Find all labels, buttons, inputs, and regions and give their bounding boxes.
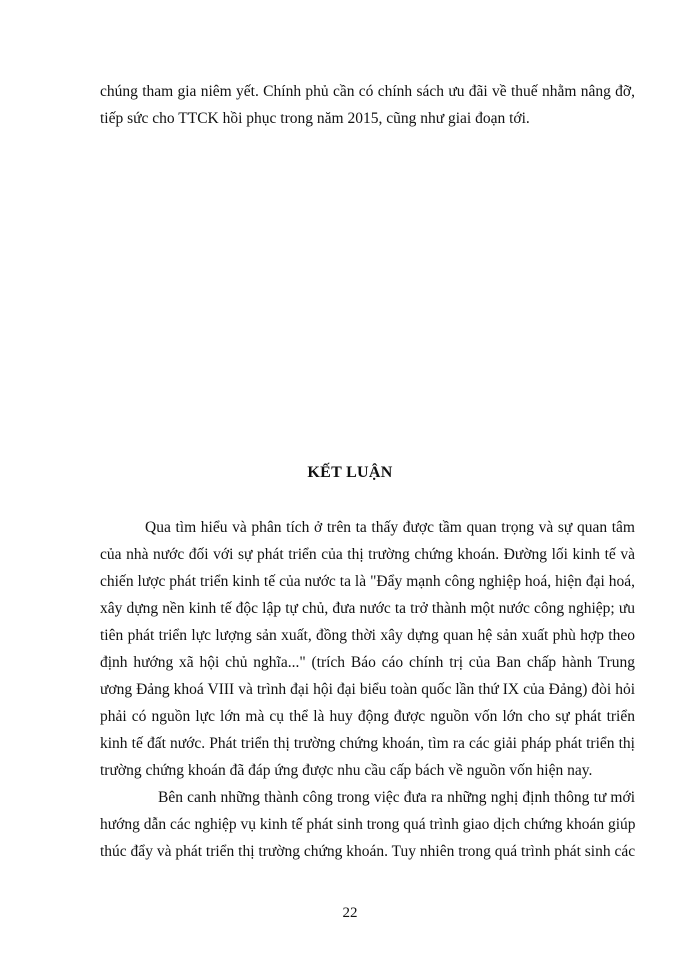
text-line: Qua tìm hiểu và phân tích ở trên ta thấy được tầm quan trọng và sự quan tâm — [145, 519, 635, 536]
text-line: của nhà nước đối với sự phát triển của thị trường chứng khoán. Đường lối kinh tế và — [100, 546, 635, 563]
text-line: tiên phát triển lực lượng sản xuất, đồng thời xây dựng quan hệ sản xuất phù hợp theo — [100, 627, 635, 644]
page-number: 22 — [342, 905, 358, 921]
text-line: ương Đảng khoá VIII và trình đại hội đại biểu toàn quốc lần thứ IX của Đảng) đòi hỏi — [100, 681, 635, 698]
text-line: thúc đẩy và phát triển thị trường chứng khoán. Tuy nhiên trong quá trình phát sinh các — [100, 843, 636, 860]
text-line: phải có nguồn lực lớn mà cụ thể là huy động được nguồn vốn lớn cho sự phát triển — [100, 708, 635, 725]
text-line: định hướng xã hội chủ nghĩa..." (trích Báo cáo chính trị của Ban chấp hành Trung — [100, 654, 635, 671]
text-line: tiếp sức cho TTCK hồi phục trong năm 2015, cũng như giai đoạn tới. — [100, 110, 530, 127]
text-line: xây dựng nền kinh tế độc lập tự chủ, đưa nước ta trở thành một nước công nghiệp; ưu — [100, 600, 635, 617]
section-title: KẾT LUẬN — [307, 464, 393, 481]
text-line: kinh tế đất nước. Phát triển thị trường chứng khoán, tìm ra các giải pháp phát triển thị — [100, 735, 635, 752]
text-line: trường chứng khoán đã đáp ứng được nhu cầu cấp bách về nguồn vốn hiện nay. — [100, 762, 593, 779]
text-line: Bên canh những thành công trong việc đưa ra những nghị định thông tư mới — [158, 789, 635, 806]
text-line: chúng tham gia niêm yết. Chính phủ cần có chính sách ưu đãi về thuế nhằm nâng đỡ, — [100, 83, 635, 100]
text-line: hướng dẫn các nghiệp vụ kinh tế phát sinh trong quá trình giao dịch chứng khoán giúp — [100, 816, 636, 833]
text-line: chiến lược phát triển kinh tế của nước ta là "Đẩy mạnh công nghiệp hoá, hiện đại hoá, — [100, 573, 635, 590]
